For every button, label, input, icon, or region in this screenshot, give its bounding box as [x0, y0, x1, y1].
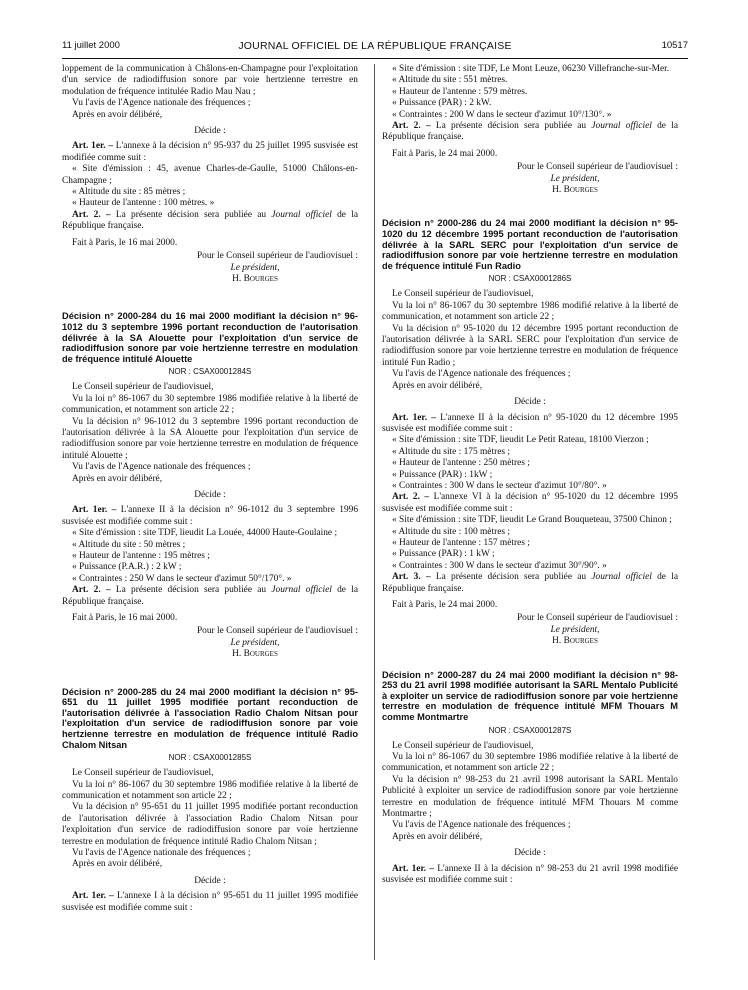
article-label: Art. 2. –	[392, 121, 431, 132]
article-text: de la République française.	[62, 209, 358, 232]
header-title: JOURNAL OFFICIEL DE LA RÉPUBLIQUE FRANÇAISE	[238, 40, 512, 52]
article-text: L'annexe VI à la décision n° 95-1020 du 12 décembre 1995 susvisée est modifiée comme suit :	[382, 492, 678, 514]
paragraph: Vu la décision n° 95-1020 du 12 décembre 1995 portant reconduction de l'autorisation délivrée à la SARL SERC pour l'exploitation d'un service de radiodiffusion sonore par voie hertzienne terrestre en modulation de fréquence intitulé Fun Radio ;	[382, 323, 678, 368]
signature-line: Pour le Conseil supérieur de l'audiovisuel :	[196, 251, 358, 262]
paragraph: Vu la loi n° 86-1067 du 30 septembre 1986 modifié relative à la liberté de communication, et notamment son article 22 ;	[382, 300, 678, 323]
decision-title: Décision n° 2000-285 du 24 mai 2000 modifiant la décision n° 95-651 du 11 juillet 1995 modifiée portant reconduction de l'autorisation délivrée à l'association Radio Chalom Nitsan pour l'exploitation d'un service de radiodiffusion sonore par voie hertzienne terrestre en modulation de fréquence intitulé Radio Chalom Nitsan	[62, 686, 358, 750]
paragraph: « Contraintes : 250 W dans le secteur d'azimut 50°/170°. »	[72, 573, 292, 584]
paragraph: « Site d'émission : site TDF, Le Mont Leuze, 06230 Villefranche-sur-Mer.	[392, 64, 670, 74]
signature-name: H. Bourges	[232, 649, 278, 660]
article	[62, 585, 358, 608]
article-label: Art. 1er. –	[392, 412, 436, 423]
paragraph: « Altitude du site : 175 mètres ;	[392, 446, 510, 457]
signature-name: H. Bourges	[232, 273, 278, 284]
article-text: La présente décision sera publiée au	[435, 572, 592, 583]
paragraph: Vu l'avis de l'Agence nationale des fréquences ;	[72, 98, 251, 109]
nor-reference: NOR : CSAX0001285S	[168, 753, 252, 763]
paragraph: Après en avoir délibéré,	[72, 109, 163, 120]
paragraph: « Site d'émission : site TDF, lieudit Le Grand Bouqueteau, 37500 Chinon ;	[392, 515, 672, 526]
paragraph: « Puissance (PAR) : 1kW ;	[392, 469, 493, 480]
paragraph: Vu la décision n° 96-1012 du 3 septembre 1996 portant reconduction de l'autorisation délivrée à la SA Alouette pour l'exploitation d'un service de radiodiffusion sonore par voie hertzienne terrestre en modulation de fréquence intitulé Alouette ;	[62, 416, 358, 461]
article-label: Art. 3. –	[392, 572, 431, 583]
signature-role	[382, 625, 678, 636]
paragraph: « Contraintes : 200 W dans le secteur d'azimut 10°/130°. »	[392, 109, 612, 120]
paragraph: « Hauteur de l'antenne : 579 mètres.	[392, 86, 528, 97]
decision-continuation-right	[382, 64, 678, 196]
decide-heading: Décide :	[514, 848, 546, 859]
paragraph: Vu l'avis de l'Agence nationale des fréquences ;	[72, 462, 251, 473]
decide-heading: Décide :	[194, 126, 226, 137]
article-label: Art. 2. –	[72, 209, 111, 220]
paragraph: « Hauteur de l'antenne : 195 mètres ;	[72, 550, 210, 561]
paragraph: « Hauteur de l'antenne : 157 mètres ;	[392, 537, 530, 548]
paragraph: Vu la décision n° 95-651 du 11 juillet 1995 modifiée portant reconduction de l'autorisation délivrée à l'association Radio Chalom Nitsan pour l'exploitation d'un service de radiodiffusion sonore par voie hertzienne terrestre en modulation de fréquence intitulé Radio Chalom Nitsan ;	[62, 802, 358, 847]
paragraph: Après en avoir délibéré,	[72, 859, 163, 870]
date-line: Fait à Paris, le 24 mai 2000.	[392, 600, 498, 610]
paragraph: « Site d'émission : site TDF, lieudit La Louée, 44000 Haute-Goulaine ;	[72, 528, 338, 539]
paragraph: Après en avoir délibéré,	[392, 380, 483, 391]
paragraph: Le Conseil supérieur de l'audiovisuel,	[72, 768, 214, 779]
signature-name: H. Bourges	[552, 185, 598, 196]
paragraph: « Altitude du site : 50 mètres ;	[72, 539, 186, 550]
signature-line: Pour le Conseil supérieur de l'audiovisuel :	[196, 626, 358, 637]
paragraph: « Site d'émission : 45, avenue Charles-de-Gaulle, 51000 Châlons-en-Champagne ;	[62, 164, 358, 186]
signature-line: Pour le Conseil supérieur de l'audiovisuel :	[516, 162, 678, 173]
paragraph: « Puissance (PAR) : 2 kW.	[392, 98, 492, 109]
signature-role-text: Le président,	[230, 637, 280, 648]
signature-role	[62, 263, 358, 274]
article	[382, 413, 678, 436]
article-text: de la République française.	[62, 585, 358, 607]
article-label: Art. 1er. –	[72, 505, 117, 516]
decide-heading: Décide :	[194, 875, 226, 886]
paragraph: Le Conseil supérieur de l'audiovisuel,	[392, 289, 534, 300]
nor-reference: NOR : CSAX0001284S	[168, 367, 252, 377]
signature-role-text: Le président,	[550, 624, 600, 635]
paragraph: Vu l'avis de l'Agence nationale des fréquences ;	[392, 820, 571, 831]
article	[382, 572, 678, 595]
article	[382, 121, 678, 144]
article-text: La présente décision sera publiée au	[115, 209, 272, 220]
paragraph: Après en avoir délibéré,	[392, 831, 483, 842]
decide-heading: Décide :	[194, 489, 226, 500]
decision-title: Décision n° 2000-284 du 16 mai 2000 modifiant la décision n° 96-1012 du 3 septembre 1996 portant reconduction de l'autorisation délivrée à la SA Alouette pour l'exploitation d'un service de radiodiffusion sonore par voie hertzienne terrestre en modulation de fréquence intitulé Alouette	[62, 311, 358, 364]
paragraph: « Contraintes : 300 W dans le secteur d'azimut 10°/80°. »	[392, 480, 607, 491]
signature-role-text: Le président,	[230, 262, 280, 273]
article-label: Art. 1er. –	[392, 863, 435, 874]
page-header	[62, 40, 688, 56]
journal-name: Journal officiel	[591, 572, 652, 583]
decision-2000-284	[62, 311, 358, 660]
date-line: Fait à Paris, le 16 mai 2000.	[72, 613, 178, 623]
article	[382, 492, 678, 515]
header-rule	[62, 58, 688, 59]
signature-line: Pour le Conseil supérieur de l'audiovisuel :	[516, 613, 678, 624]
paragraph: « Puissance (P.A.R.) : 2 kW ;	[72, 562, 182, 573]
paragraph: « Hauteur de l'antenne : 100 mètres. »	[72, 198, 215, 209]
article	[62, 210, 358, 233]
decision-2000-286	[382, 218, 678, 647]
signature-role-text: Le président,	[550, 173, 600, 184]
article-label: Art. 2. –	[72, 585, 111, 596]
paragraph: Vu l'avis de l'Agence nationale des fréquences ;	[72, 848, 251, 859]
paragraph: « Altitude du site : 85 mètres ;	[72, 187, 186, 198]
decision-title: Décision n° 2000-287 du 24 mai 2000 modifiant la décision n° 98-253 du 21 avril 1998 modifiée autorisant la SARL Mentalo Publicité à exploiter un service de radiodiffusion sonore par voie hertzienne terrestre en modulation de fréquence intitulé MFM Thouars M comme Montmartre	[382, 669, 678, 722]
paragraph: Après en avoir délibéré,	[72, 473, 163, 484]
article-text: La présente décision sera publiée au	[115, 585, 272, 596]
article-label: Art. 1er. –	[72, 141, 114, 152]
decision-continuation-left	[62, 64, 358, 285]
article-text: L'annexe I à la décision n° 95-651 du 11 juillet 1995 modifiée susvisée est modifiée comme suit :	[62, 891, 358, 913]
decision-2000-287	[382, 670, 678, 887]
journal-name: Journal officiel	[271, 209, 332, 220]
article	[62, 505, 358, 528]
article-text: de la République française.	[382, 572, 678, 594]
paragraph: « Altitude du site : 551 mètres.	[392, 75, 508, 86]
journal-name: Journal officiel	[271, 585, 332, 596]
signature-name: H. Bourges	[552, 636, 598, 647]
nor-reference: NOR : CSAX0001287S	[488, 725, 572, 735]
header-page-number: 10517	[661, 40, 688, 51]
article-text: L'annexe à la décision n° 95-937 du 25 juillet 1995 susvisée est modifiée comme suit :	[62, 141, 358, 163]
paragraph: « Altitude du site : 100 mètres ;	[392, 526, 510, 537]
article-text: La présente décision sera publiée au	[435, 121, 592, 132]
signature-role	[382, 174, 678, 185]
paragraph: Vu la loi n° 86-1067 du 30 septembre 1986 modifiée relative à la liberté de communication et notamment son article 22 ;	[62, 779, 358, 801]
left-column	[62, 64, 358, 964]
nor-reference: NOR : CSAX0001286S	[488, 274, 572, 284]
decide-heading: Décide :	[514, 397, 546, 408]
paragraph: Vu la loi n° 86-1067 du 30 septembre 1986 modifiée relative à la liberté de communication, et notamment son article 22 ;	[62, 393, 358, 416]
paragraph: Vu la décision n° 98-253 du 21 avril 1998 autorisant la SARL Mentalo Publicité à exploiter un service de radiodiffusion sonore par voie hertzienne terrestre en modulation de fréquence intitulé MFM Thouars M comme Montmartre ;	[382, 774, 678, 820]
paragraph: Le Conseil supérieur de l'audiovisuel,	[392, 740, 534, 751]
article	[62, 891, 358, 914]
column-separator	[374, 64, 375, 960]
paragraph: « Hauteur de l'antenne : 250 mètres ;	[392, 458, 530, 469]
paragraph: « Contraintes : 300 W dans le secteur d'azimut 30°/90°. »	[392, 560, 607, 571]
header-date: 11 juillet 2000	[62, 40, 120, 51]
article	[62, 141, 358, 164]
article-label: Art. 1er. –	[72, 891, 114, 902]
journal-name: Journal officiel	[591, 121, 652, 132]
right-column	[382, 64, 678, 964]
paragraph: « Puissance (PAR) : 1 kW ;	[392, 549, 495, 560]
paragraph: Le Conseil supérieur de l'audiovisuel,	[72, 382, 214, 393]
paragraph: « Site d'émission : site TDF, lieudit Le Petit Rateau, 18100 Vierzon ;	[392, 435, 649, 446]
article-text: de la République française.	[382, 121, 678, 143]
article-label: Art. 2. –	[392, 492, 430, 503]
paragraph: Vu l'avis de l'Agence nationale des fréquences ;	[392, 369, 571, 380]
date-line: Fait à Paris, le 16 mai 2000.	[72, 237, 178, 248]
decision-2000-285	[62, 687, 358, 914]
date-line: Fait à Paris, le 24 mai 2000.	[392, 148, 498, 159]
paragraph: Vu la loi n° 86-1067 du 30 septembre 1986 modifiée relative à la liberté de communication, et notamment son article 22 ;	[382, 752, 678, 774]
paragraph: loppement de la communication à Châlons-en-Champagne pour l'exploitation d'un service de radiodiffusion sonore par voie hertzienne terrestre en modulation de fréquence intitulée Radio Mau Nau ;	[62, 64, 358, 97]
article-text: L'annexe II à la décision n° 98-253 du 21 avril 1998 modifiée susvisée est modifiée comme suit :	[382, 863, 678, 886]
decision-title: Décision n° 2000-286 du 24 mai 2000 modifiant la décision n° 95-1020 du 12 décembre 1995 portant reconduction de l'autorisation délivrée à la SARL SERC pour l'exploitation d'un service de radiodiffusion sonore par voie hertzienne terrestre en modulation de fréquence intitulé Fun Radio	[382, 218, 678, 271]
article-text: L'annexe II à la décision n° 96-1012 du 3 septembre 1996 susvisée est modifiée comme suit :	[62, 505, 358, 527]
article-text: L'annexe II à la décision n° 95-1020 du 12 décembre 1995 susvisée est modifiée comme suit :	[382, 412, 678, 434]
article	[382, 864, 678, 887]
signature-role	[62, 638, 358, 649]
